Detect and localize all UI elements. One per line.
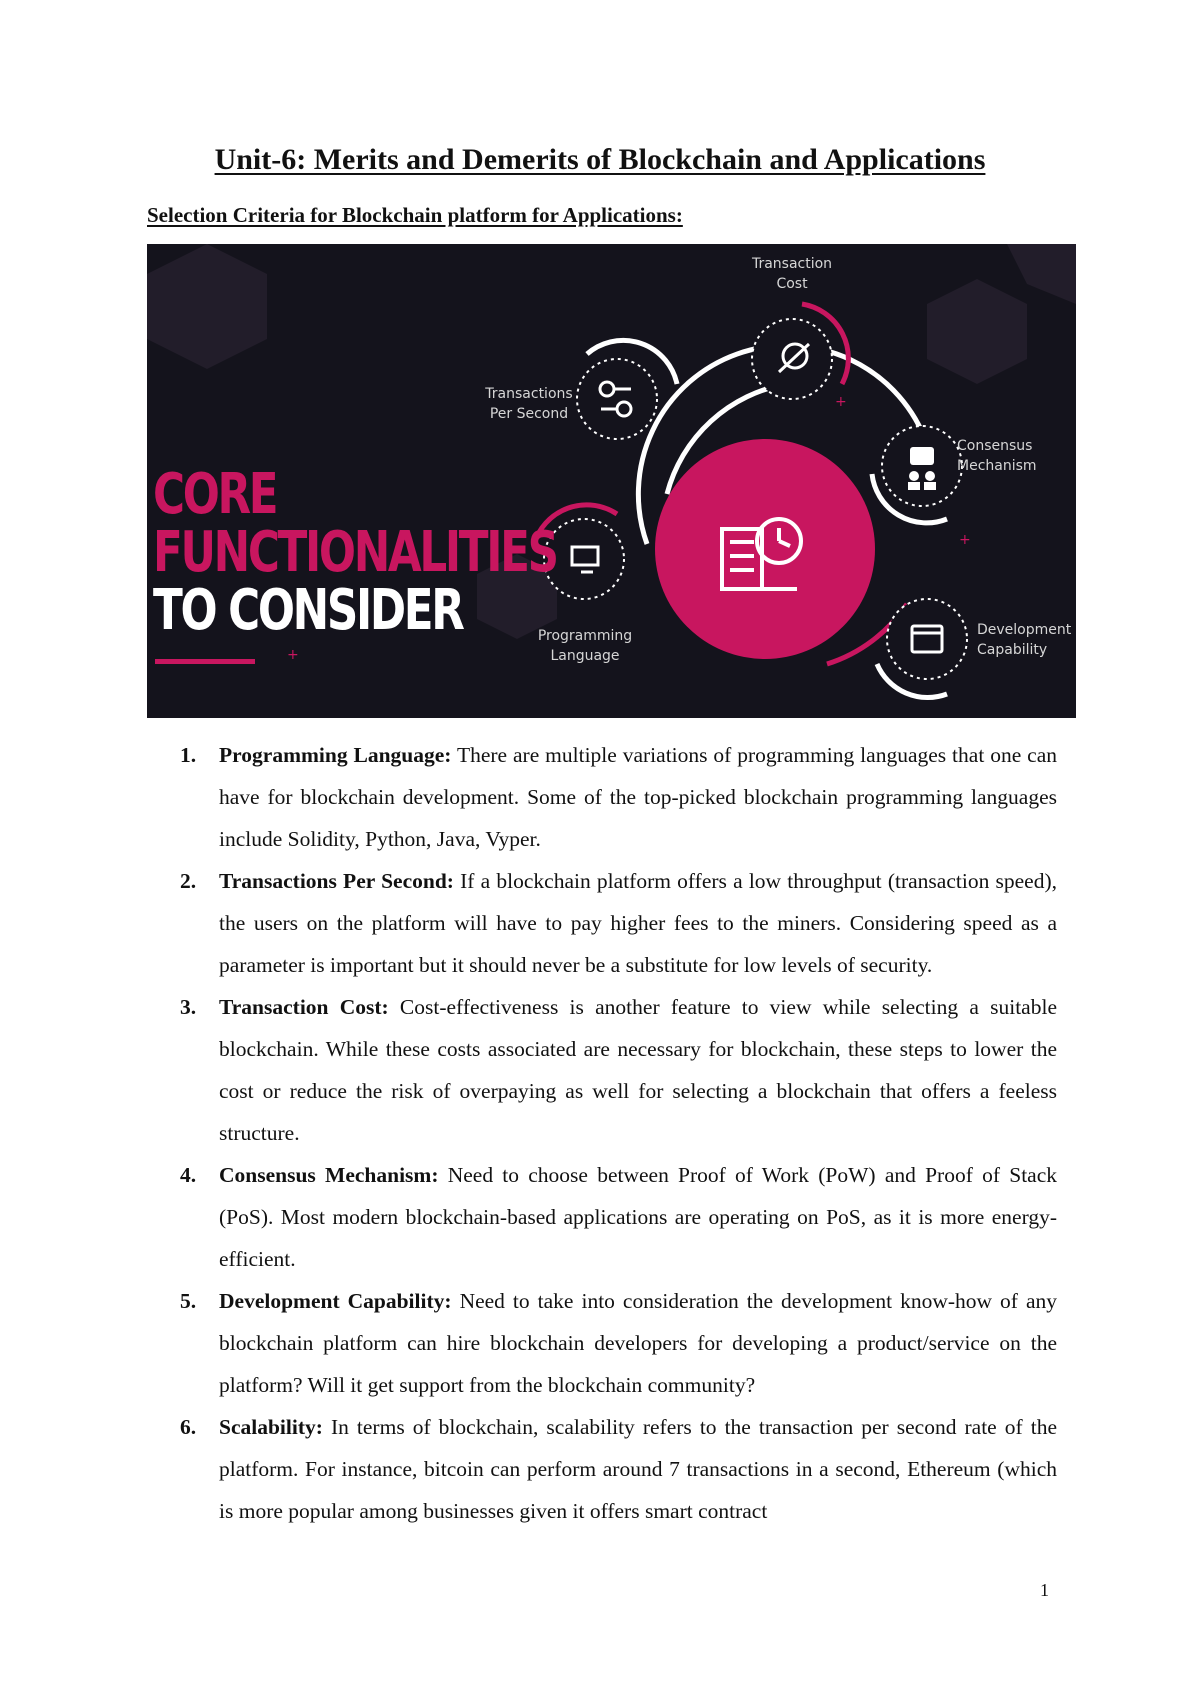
criteria-list	[147, 734, 1057, 1532]
headline-underline	[155, 659, 255, 664]
label-line: Transaction	[751, 256, 833, 272]
item-heading: Scalability:	[219, 1415, 323, 1439]
list-number: 1.	[180, 743, 197, 767]
headline-core: CORE	[153, 462, 277, 527]
item-heading: Transaction Cost:	[219, 995, 389, 1019]
list-text	[219, 1406, 1057, 1532]
label-line: Transactions	[485, 386, 573, 402]
list-item	[147, 1154, 1057, 1280]
label-line: Cost	[776, 276, 808, 292]
label-consensus-mechanism	[957, 436, 1067, 476]
list-item	[147, 1280, 1057, 1406]
item-heading: Consensus Mechanism:	[219, 1163, 439, 1187]
list-text	[219, 1154, 1057, 1280]
label-line: Programming	[537, 628, 633, 644]
list-item	[147, 1406, 1057, 1532]
list-number: 3.	[180, 995, 197, 1019]
list-number: 2.	[180, 869, 197, 893]
sparkle: +	[959, 532, 971, 548]
sparkle: +	[835, 394, 847, 410]
label-transaction-cost	[727, 254, 857, 294]
label-programming-language	[520, 626, 650, 666]
label-line: Capability	[977, 642, 1048, 658]
item-body: Need to choose between Proof of Work (PoW) and Proof of Stack (PoS). Most modern blockchain-based applications are operating on PoS, as it is more energy-efficient.	[219, 1163, 1057, 1271]
list-number: 4.	[180, 1163, 197, 1187]
item-body: Need to take into consideration the development know-how of any blockchain platform can hire blockchain developers for developing a product/service on the platform? Will it get support from the blockchain community?	[219, 1289, 1058, 1397]
item-heading: Development Capability:	[219, 1289, 452, 1313]
list-text	[219, 734, 1057, 860]
list-text	[219, 860, 1057, 986]
central-circle	[655, 439, 875, 659]
label-line: Development	[977, 622, 1072, 638]
list-number: 6.	[180, 1415, 197, 1439]
consensus-node	[882, 426, 962, 506]
section-subtitle: Selection Criteria for Blockchain platform for Applications:	[147, 203, 683, 227]
bg-hexagon	[927, 279, 1027, 384]
development-node	[887, 599, 967, 679]
label-line: Mechanism	[957, 458, 1037, 474]
label-line: Per Second	[489, 406, 569, 422]
list-item	[147, 860, 1057, 986]
item-body: There are multiple variations of programming languages that one can have for blockchain development. Some of the top-picked blockchain programming languages include Solidity, Python, Java, Vyper.	[219, 743, 1057, 851]
label-development-capability	[977, 620, 1076, 660]
item-heading: Transactions Per Second:	[219, 869, 454, 893]
label-transactions-per-second	[464, 384, 594, 424]
list-text	[219, 986, 1057, 1154]
list-item	[147, 986, 1057, 1154]
label-line: Consensus	[957, 438, 1033, 454]
bg-hexagon	[1007, 244, 1076, 304]
item-heading: Programming Language:	[219, 743, 452, 767]
page-number: 1	[1040, 1580, 1049, 1600]
label-line: Language	[550, 648, 620, 664]
headline-functionalities: FUNCTIONALITIES	[153, 520, 557, 585]
list-item	[147, 734, 1057, 860]
headline-to-consider: TO CONSIDER	[153, 578, 463, 643]
page-title: Unit-6: Merits and Demerits of Blockchain and Applications	[214, 143, 986, 176]
core-functionalities-banner	[147, 244, 1076, 718]
sparkle: +	[287, 647, 299, 663]
item-body: Cost-effectiveness is another feature to view while selecting a suitable blockchain. While these costs associated are necessary for blockchain, these steps to lower the cost or reduce the risk of overpaying as well for selecting a blockchain that offers a feeless structure.	[219, 995, 1057, 1145]
list-text	[219, 1280, 1057, 1406]
list-number: 5.	[180, 1289, 197, 1313]
bg-hexagon	[147, 244, 267, 369]
item-body: If a blockchain platform offers a low throughput (transaction speed), the users on the platform will have to pay higher fees to the miners. Considering speed as a parameter is important but it should never be a substitute for low levels of security.	[219, 869, 1057, 977]
item-body: In terms of blockchain, scalability refers to the transaction per second rate of the platform. For instance, bitcoin can perform around 7 transactions in a second, Ethereum (which is more popular among businesses given it offers smart contract	[219, 1415, 1057, 1523]
